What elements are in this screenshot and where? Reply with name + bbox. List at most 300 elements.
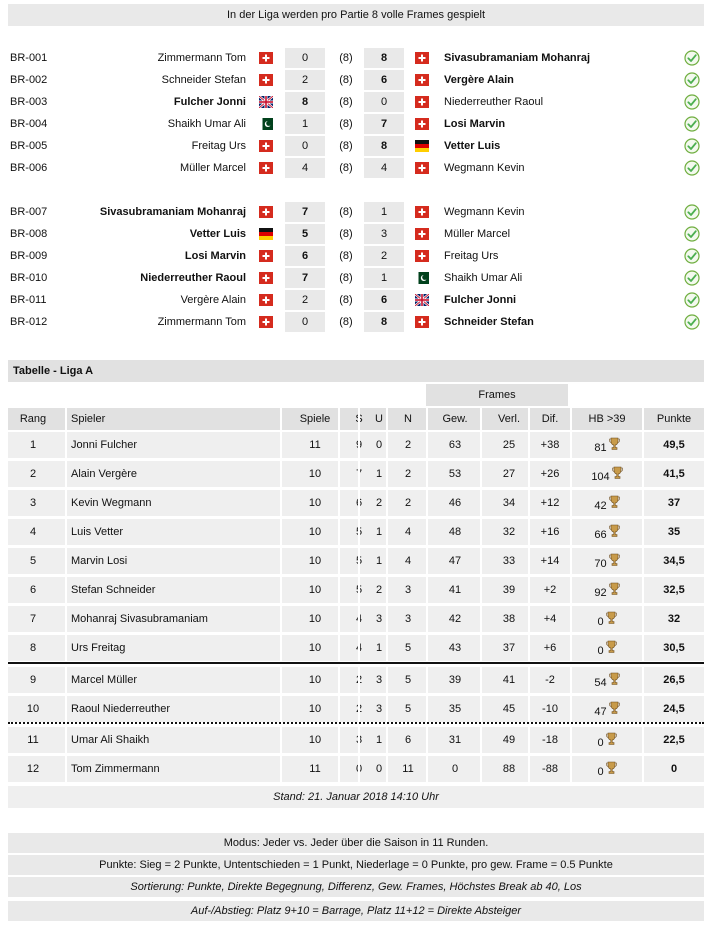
diff-cell: -88 xyxy=(528,756,570,782)
away-score: 1 xyxy=(364,202,404,222)
high-break xyxy=(597,761,616,778)
trophy-icon[interactable] xyxy=(609,524,620,541)
high-break-value: 70 xyxy=(594,557,607,570)
high-break xyxy=(594,437,619,454)
match-row xyxy=(8,113,704,135)
home-flag-icon xyxy=(259,140,275,152)
high-break xyxy=(594,495,619,512)
home-flag-icon xyxy=(259,162,275,174)
match-row xyxy=(8,91,704,113)
check-icon[interactable] xyxy=(684,72,700,88)
check-icon[interactable] xyxy=(684,292,700,308)
frames-lost-cell: 38 xyxy=(480,606,536,632)
points-cell: 35 xyxy=(642,519,704,545)
check-icon[interactable] xyxy=(684,226,700,242)
match-row xyxy=(8,47,704,69)
max-frames: (8) xyxy=(339,228,353,240)
high-break xyxy=(594,553,619,570)
trophy-icon[interactable] xyxy=(606,640,617,657)
trophy-icon[interactable] xyxy=(609,701,620,718)
wins-cell: 2 xyxy=(338,667,378,693)
away-score: 7 xyxy=(364,114,404,134)
points-cell: 26,5 xyxy=(642,667,704,693)
home-player: Müller Marcel xyxy=(179,162,246,174)
header-punkte: Punkte xyxy=(642,408,704,430)
header-u: U xyxy=(358,408,398,430)
points-cell: 49,5 xyxy=(642,432,704,458)
home-score: 7 xyxy=(285,268,325,288)
draws-cell: 3 xyxy=(358,667,398,693)
table-row xyxy=(8,756,704,782)
max-frames: (8) xyxy=(339,162,353,174)
away-player: Schneider Stefan xyxy=(444,316,534,328)
points-cell: 37 xyxy=(642,490,704,516)
away-score: 3 xyxy=(364,224,404,244)
match-row xyxy=(8,69,704,91)
away-player: Losi Marvin xyxy=(444,118,506,130)
high-break-value: 81 xyxy=(594,441,607,454)
diff-cell: +26 xyxy=(528,461,570,487)
rang-cell: 4 xyxy=(29,526,37,538)
high-break-value: 47 xyxy=(594,705,607,718)
trophy-icon[interactable] xyxy=(612,466,623,483)
frames-lost-cell: 27 xyxy=(480,461,536,487)
trophy-icon[interactable] xyxy=(606,611,617,628)
match-row xyxy=(8,201,704,223)
away-flag-icon xyxy=(415,140,431,152)
max-frames: (8) xyxy=(339,294,353,306)
frames-lost-cell: 25 xyxy=(480,432,536,458)
frames-lost-cell: 41 xyxy=(480,667,536,693)
high-break-value: 92 xyxy=(594,586,607,599)
diff-cell: +6 xyxy=(528,635,570,661)
points-cell: 30,5 xyxy=(642,635,704,661)
high-break-cell xyxy=(570,696,642,722)
home-player: Freitag Urs xyxy=(191,140,246,152)
table-row xyxy=(8,548,704,574)
high-break-cell xyxy=(570,490,642,516)
max-frames: (8) xyxy=(339,272,353,284)
player-name: Alain Vergère xyxy=(65,461,278,487)
player-name: Mohanraj Sivasubramaniam xyxy=(65,606,278,632)
rang-cell: 6 xyxy=(29,584,37,596)
check-icon[interactable] xyxy=(684,116,700,132)
away-flag-icon xyxy=(415,206,431,218)
away-flag-icon xyxy=(415,74,431,86)
rang-cell: 9 xyxy=(29,674,37,686)
losses-cell: 3 xyxy=(386,577,428,603)
match-code: BR-001 xyxy=(10,52,48,64)
home-flag-icon xyxy=(259,96,275,108)
wins-cell: 5 xyxy=(338,519,378,545)
away-score: 2 xyxy=(364,246,404,266)
away-player: Wegmann Kevin xyxy=(444,162,525,174)
info-punkte: Punkte: Sieg = 2 Punkte, Untentschieden = 1 Punkt, Niederlage = 0 Punkte, pro gew. Frame = 0.5 Punkte xyxy=(8,855,704,875)
points-cell: 32,5 xyxy=(642,577,704,603)
trophy-icon[interactable] xyxy=(609,672,620,689)
trophy-icon[interactable] xyxy=(606,732,617,749)
home-score: 8 xyxy=(285,92,325,112)
trophy-icon[interactable] xyxy=(609,437,620,454)
away-player: Vergère Alain xyxy=(444,74,514,86)
diff-cell: -10 xyxy=(528,696,570,722)
match-code: BR-006 xyxy=(10,162,48,174)
wins-cell: 2 xyxy=(338,696,378,722)
table-row xyxy=(8,606,704,632)
home-score: 0 xyxy=(285,312,325,332)
draws-cell: 2 xyxy=(358,490,398,516)
frames-lost-cell: 88 xyxy=(480,756,536,782)
high-break xyxy=(591,466,622,483)
rang-cell: 12 xyxy=(26,763,40,775)
match-code: BR-003 xyxy=(10,96,48,108)
games-cell: 10 xyxy=(280,519,348,545)
table-row xyxy=(8,635,704,661)
rang-cell: 11 xyxy=(27,734,39,746)
away-player: Vetter Luis xyxy=(444,140,501,152)
header-spiele: Spiele xyxy=(280,408,348,430)
table-header xyxy=(8,408,704,430)
home-player: Losi Marvin xyxy=(184,250,246,262)
draws-cell: 1 xyxy=(358,635,398,661)
match-row xyxy=(8,245,704,267)
home-player: Zimmermann Tom xyxy=(157,316,246,328)
home-flag-icon xyxy=(259,118,275,130)
points-cell: 41,5 xyxy=(642,461,704,487)
max-frames: (8) xyxy=(339,118,353,130)
games-cell: 11 xyxy=(280,756,348,782)
high-break-cell xyxy=(570,727,642,753)
away-player: Fulcher Jonni xyxy=(444,294,517,306)
check-icon[interactable] xyxy=(684,270,700,286)
info-auf-abstieg: Auf-/Abstieg: Platz 9+10 = Barrage, Platz 11+12 = Direkte Absteiger xyxy=(8,901,704,921)
match-code: BR-010 xyxy=(10,272,48,284)
home-flag-icon xyxy=(259,294,275,306)
home-score: 1 xyxy=(285,114,325,134)
frames-won-cell: 63 xyxy=(426,432,482,458)
points-cell: 24,5 xyxy=(642,696,704,722)
player-name: Urs Freitag xyxy=(65,635,278,661)
table-row xyxy=(8,667,704,693)
draws-cell: 1 xyxy=(358,461,398,487)
frames-won-cell: 46 xyxy=(426,490,482,516)
losses-cell: 2 xyxy=(386,432,428,458)
home-score: 2 xyxy=(285,70,325,90)
check-icon[interactable] xyxy=(684,248,700,264)
max-frames: (8) xyxy=(339,140,353,152)
match-code: BR-005 xyxy=(10,140,48,152)
away-score: 8 xyxy=(364,136,404,156)
info-sortierung: Sortierung: Punkte, Direkte Begegnung, Differenz, Gew. Frames, Höchstes Break ab 40, Los xyxy=(8,877,704,897)
games-cell: 11 xyxy=(280,432,348,458)
high-break-cell xyxy=(570,519,642,545)
high-break xyxy=(594,582,619,599)
player-name: Jonni Fulcher xyxy=(65,432,278,458)
frames-won-cell: 39 xyxy=(426,667,482,693)
home-flag-icon xyxy=(259,316,275,328)
rang-cell: 3 xyxy=(29,497,37,509)
table-row xyxy=(8,432,704,458)
away-player: Müller Marcel xyxy=(444,228,511,240)
player-name: Kevin Wegmann xyxy=(65,490,278,516)
player-name: Raoul Niederreuther xyxy=(65,696,278,722)
match-code: BR-002 xyxy=(10,74,48,86)
player-name: Marcel Müller xyxy=(65,667,278,693)
high-break xyxy=(594,672,619,689)
games-cell: 10 xyxy=(280,667,348,693)
match-row xyxy=(8,267,704,289)
draws-cell: 0 xyxy=(358,756,398,782)
wins-cell: 6 xyxy=(338,490,378,516)
wins-cell: 7 xyxy=(338,461,378,487)
high-break-value: 42 xyxy=(594,499,607,512)
high-break-value: 104 xyxy=(591,470,610,483)
home-score: 4 xyxy=(285,158,325,178)
games-cell: 10 xyxy=(280,490,348,516)
frames-won-cell: 35 xyxy=(426,696,482,722)
points-cell: 34,5 xyxy=(642,548,704,574)
high-break-value: 0 xyxy=(597,644,604,657)
losses-cell: 2 xyxy=(386,461,428,487)
diff-cell: +4 xyxy=(528,606,570,632)
home-player: Fulcher Jonni xyxy=(173,96,246,108)
high-break-cell xyxy=(570,577,642,603)
diff-cell: -2 xyxy=(528,667,570,693)
wins-cell: 4 xyxy=(338,635,378,661)
home-flag-icon xyxy=(259,228,275,240)
high-break-value: 54 xyxy=(594,676,607,689)
match-code: BR-011 xyxy=(10,294,47,306)
games-cell: 10 xyxy=(280,548,348,574)
diff-cell: +2 xyxy=(528,577,570,603)
diff-cell: +12 xyxy=(528,490,570,516)
header-verl: Verl. xyxy=(480,408,536,430)
draws-cell: 1 xyxy=(358,548,398,574)
losses-cell: 4 xyxy=(386,519,428,545)
home-player: Schneider Stefan xyxy=(161,74,246,86)
away-score: 8 xyxy=(364,312,404,332)
high-break-cell xyxy=(570,667,642,693)
header-hb: HB >39 xyxy=(570,408,642,430)
check-icon[interactable] xyxy=(684,94,700,110)
table-row xyxy=(8,461,704,487)
player-name: Luis Vetter xyxy=(65,519,278,545)
wins-cell: 4 xyxy=(338,606,378,632)
trophy-icon[interactable] xyxy=(609,495,620,512)
home-score: 6 xyxy=(285,246,325,266)
away-player: Wegmann Kevin xyxy=(444,206,525,218)
max-frames: (8) xyxy=(339,74,353,86)
rang-cell: 10 xyxy=(26,703,40,715)
max-frames: (8) xyxy=(339,316,353,328)
match-code: BR-009 xyxy=(10,250,48,262)
frames-won-cell: 42 xyxy=(426,606,482,632)
match-row xyxy=(8,157,704,179)
rang-cell: 7 xyxy=(29,613,37,625)
relegation-divider xyxy=(8,722,704,724)
home-player: Vergère Alain xyxy=(180,294,246,306)
header-gew: Gew. xyxy=(426,408,482,430)
frames-lost-cell: 33 xyxy=(480,548,536,574)
home-flag-icon xyxy=(259,250,275,262)
frames-won-cell: 43 xyxy=(426,635,482,661)
away-score: 1 xyxy=(364,268,404,288)
games-cell: 10 xyxy=(280,727,348,753)
match-code: BR-004 xyxy=(10,118,48,130)
home-score: 0 xyxy=(285,136,325,156)
losses-cell: 5 xyxy=(386,696,428,722)
frames-lost-cell: 39 xyxy=(480,577,536,603)
away-player: Sivasubramaniam Mohanraj xyxy=(444,52,591,64)
away-flag-icon xyxy=(415,162,431,174)
high-break-cell xyxy=(570,756,642,782)
high-break xyxy=(597,611,616,628)
home-score: 0 xyxy=(285,48,325,68)
table-row xyxy=(8,696,704,722)
draws-cell: 3 xyxy=(358,606,398,632)
home-player: Zimmermann Tom xyxy=(157,52,246,64)
match-row xyxy=(8,135,704,157)
high-break-value: 0 xyxy=(597,615,604,628)
points-cell: 22,5 xyxy=(642,727,704,753)
stand-timestamp: Stand: 21. Januar 2018 14:10 Uhr xyxy=(8,786,704,808)
high-break xyxy=(594,701,619,718)
table-row xyxy=(8,727,704,753)
high-break-cell xyxy=(570,461,642,487)
diff-cell: +16 xyxy=(528,519,570,545)
frames-won-cell: 47 xyxy=(426,548,482,574)
draws-cell: 1 xyxy=(358,519,398,545)
wins-cell: 5 xyxy=(338,548,378,574)
player-name: Stefan Schneider xyxy=(65,577,278,603)
match-code: BR-008 xyxy=(10,228,48,240)
home-score: 7 xyxy=(285,202,325,222)
table-title: Tabelle - Liga A xyxy=(8,360,704,382)
frames-won-cell: 53 xyxy=(426,461,482,487)
away-flag-icon xyxy=(415,316,431,328)
frames-lost-cell: 49 xyxy=(480,727,536,753)
losses-cell: 3 xyxy=(386,606,428,632)
max-frames: (8) xyxy=(339,206,353,218)
check-icon[interactable] xyxy=(684,160,700,176)
match-row xyxy=(8,223,704,245)
high-break-value: 0 xyxy=(597,736,604,749)
games-cell: 10 xyxy=(280,606,348,632)
home-flag-icon xyxy=(259,52,275,64)
points-cell: 32 xyxy=(642,606,704,632)
diff-cell: +38 xyxy=(528,432,570,458)
high-break xyxy=(597,732,616,749)
home-flag-icon xyxy=(259,74,275,86)
away-flag-icon xyxy=(415,96,431,108)
away-score: 0 xyxy=(364,92,404,112)
draws-cell: 1 xyxy=(358,727,398,753)
match-code: BR-007 xyxy=(10,206,48,218)
trophy-icon[interactable] xyxy=(606,761,617,778)
high-break-cell xyxy=(570,548,642,574)
check-icon[interactable] xyxy=(684,138,700,154)
table-row xyxy=(8,577,704,603)
draws-cell: 3 xyxy=(358,696,398,722)
home-player: Sivasubramaniam Mohanraj xyxy=(99,206,246,218)
frames-lost-cell: 37 xyxy=(480,635,536,661)
match-list-round-1 xyxy=(8,47,704,179)
losses-cell: 6 xyxy=(386,727,428,753)
away-flag-icon xyxy=(415,52,431,64)
info-modus: Modus: Jeder vs. Jeder über die Saison in 11 Runden. xyxy=(8,833,704,853)
away-player: Freitag Urs xyxy=(444,250,499,262)
away-player: Niederreuther Raoul xyxy=(444,96,544,108)
wins-cell: 5 xyxy=(338,577,378,603)
check-icon[interactable] xyxy=(684,204,700,220)
away-score: 4 xyxy=(364,158,404,178)
away-flag-icon xyxy=(415,228,431,240)
games-cell: 10 xyxy=(280,577,348,603)
rang-cell: 1 xyxy=(29,439,37,451)
header-rang: Rang xyxy=(19,413,47,425)
losses-cell: 2 xyxy=(386,490,428,516)
match-row xyxy=(8,311,704,333)
frames-lost-cell: 34 xyxy=(480,490,536,516)
games-cell: 10 xyxy=(280,461,348,487)
home-flag-icon xyxy=(259,206,275,218)
losses-cell: 5 xyxy=(386,667,428,693)
away-flag-icon xyxy=(415,272,431,284)
match-list-round-2 xyxy=(8,201,704,333)
frames-group-header: Frames xyxy=(426,384,568,406)
games-cell: 10 xyxy=(280,696,348,722)
player-name: Marvin Losi xyxy=(65,548,278,574)
wins-cell: 3 xyxy=(338,727,378,753)
header-spieler: Spieler xyxy=(65,408,278,430)
away-score: 8 xyxy=(364,48,404,68)
match-row xyxy=(8,289,704,311)
high-break xyxy=(594,524,619,541)
losses-cell: 4 xyxy=(386,548,428,574)
check-icon[interactable] xyxy=(684,314,700,330)
high-break-cell xyxy=(570,432,642,458)
away-player: Shaikh Umar Ali xyxy=(444,272,523,284)
max-frames: (8) xyxy=(339,250,353,262)
frames-lost-cell: 45 xyxy=(480,696,536,722)
frames-lost-cell: 32 xyxy=(480,519,536,545)
diff-cell: +14 xyxy=(528,548,570,574)
away-flag-icon xyxy=(415,118,431,130)
frames-won-cell: 48 xyxy=(426,519,482,545)
max-frames: (8) xyxy=(339,52,353,64)
away-flag-icon xyxy=(415,294,431,306)
trophy-icon[interactable] xyxy=(609,582,620,599)
away-score: 6 xyxy=(364,290,404,310)
header-dif: Dif. xyxy=(528,408,570,430)
home-player: Niederreuther Raoul xyxy=(140,272,246,284)
high-break-value: 66 xyxy=(594,528,607,541)
rang-cell: 2 xyxy=(29,468,37,480)
table-row xyxy=(8,490,704,516)
draws-cell: 2 xyxy=(358,577,398,603)
home-score: 5 xyxy=(285,224,325,244)
wins-cell: 0 xyxy=(338,756,378,782)
barrage-divider xyxy=(8,662,704,664)
check-icon[interactable] xyxy=(684,50,700,66)
table-row xyxy=(8,519,704,545)
trophy-icon[interactable] xyxy=(609,553,620,570)
player-name: Tom Zimmermann xyxy=(65,756,278,782)
frames-won-cell: 41 xyxy=(426,577,482,603)
header-n: N xyxy=(386,408,428,430)
header-s: S xyxy=(338,408,378,430)
home-flag-icon xyxy=(259,272,275,284)
